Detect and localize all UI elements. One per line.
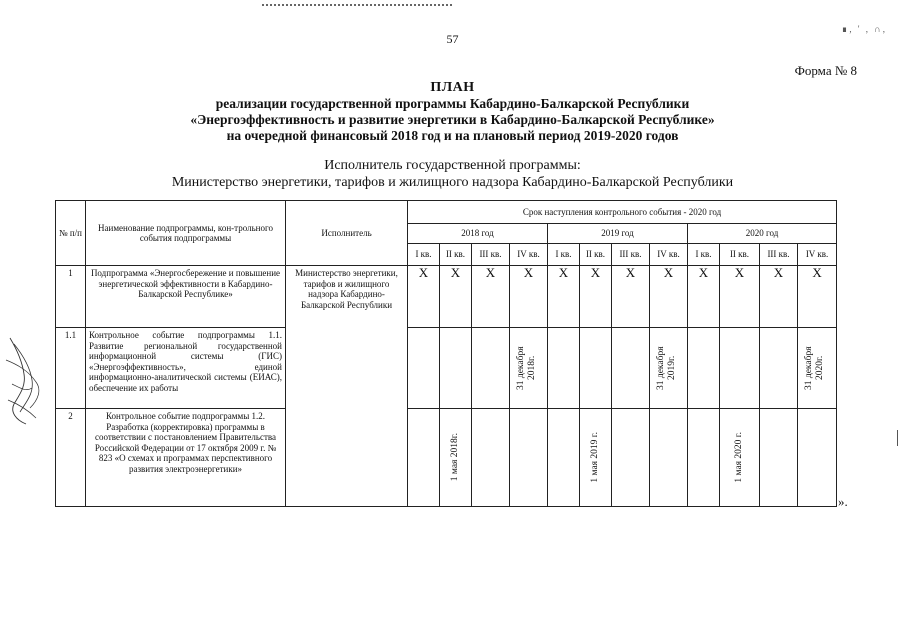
- header-num: № п/п: [56, 201, 86, 266]
- quarter-mark: X: [720, 266, 760, 328]
- row-name: Контрольное событие подпрограммы 1.2. Разработка (корректировка) программы в соответствии с постановлением Правительства Российской Федерации от 17 октября 2009 г. № 823 «О схемах и программах перспективного развития электроэнергетики»: [86, 409, 286, 507]
- control-date: 1 мая 2019 г.: [590, 432, 600, 483]
- header-deadline: Срок наступления контрольного события - 2020 год: [408, 201, 837, 224]
- header-quarter: II кв.: [580, 244, 612, 266]
- executor-block: [0, 157, 905, 191]
- quarter-mark: X: [612, 266, 650, 328]
- empty-cell: [612, 409, 650, 507]
- row-num: 1: [56, 266, 86, 328]
- date-cell: [798, 328, 837, 409]
- quarter-mark: X: [548, 266, 580, 328]
- header-quarter: I кв.: [408, 244, 440, 266]
- table-row: [56, 328, 837, 409]
- title-line-4: на очередной финансовый 2018 год и на плановый период 2019-2020 годов: [226, 128, 679, 143]
- control-date: 31 декабря 2020г.: [804, 346, 826, 390]
- quarter-mark: X: [580, 266, 612, 328]
- header-quarter: III кв.: [472, 244, 510, 266]
- control-date: 31 декабря 2018г.: [515, 346, 537, 390]
- empty-cell: [760, 409, 798, 507]
- title-line-2: реализации государственной программы Кабардино-Балкарской Республики: [215, 96, 690, 111]
- quarter-mark: X: [688, 266, 720, 328]
- header-quarter: II кв.: [440, 244, 472, 266]
- empty-cell: [720, 328, 760, 409]
- date-cell: [720, 409, 760, 507]
- empty-cell: [760, 328, 798, 409]
- form-label: Форма № 8: [794, 63, 857, 78]
- executor-name: Министерство энергетики, тарифов и жилищного надзора Кабардино-Балкарской Республики: [171, 175, 734, 190]
- empty-cell: [688, 409, 720, 507]
- quarter-mark: X: [798, 266, 837, 328]
- empty-cell: [472, 328, 510, 409]
- empty-cell: [548, 328, 580, 409]
- handwritten-signature: [2, 330, 52, 430]
- empty-cell: [408, 328, 440, 409]
- empty-cell: [440, 328, 472, 409]
- row-num: 1.1: [56, 328, 86, 409]
- quarter-mark: X: [440, 266, 472, 328]
- empty-cell: [612, 328, 650, 409]
- header-year-2018: 2018 год: [408, 224, 548, 244]
- quarter-mark: X: [408, 266, 440, 328]
- margin-mark: [897, 430, 898, 446]
- row-num: 2: [56, 409, 86, 507]
- empty-cell: [580, 328, 612, 409]
- quarter-mark: X: [760, 266, 798, 328]
- header-name: Наименование подпрограммы, кон-трольного события подпрограммы: [86, 201, 286, 266]
- empty-cell: [408, 409, 440, 507]
- header-quarter: I кв.: [688, 244, 720, 266]
- date-cell: [580, 409, 612, 507]
- control-date: 1 мая 2020 г.: [734, 432, 744, 483]
- row-name: Контрольное событие подпрограммы 1.1. Развитие региональной государственной информационной системы (ГИС) «Энергоэффективность», единой информационно-аналитической системы (ЕИАС), обеспечение их работы: [86, 328, 286, 409]
- quarter-mark: X: [472, 266, 510, 328]
- row-name: Подпрограмма «Энергосбережение и повышение энергетической эффективности в Кабардино-Балкарской Республике»: [86, 266, 286, 328]
- header-quarter: III кв.: [760, 244, 798, 266]
- header-quarter: I кв.: [548, 244, 580, 266]
- top-scan-marks: [262, 0, 452, 6]
- empty-cell: [510, 409, 548, 507]
- plan-table: [55, 200, 837, 507]
- page-number: 57: [446, 32, 459, 46]
- corner-scan-mark: ∎, ' , ∩,: [841, 24, 887, 34]
- header-year-2019: 2019 год: [548, 224, 688, 244]
- date-cell: [510, 328, 548, 409]
- empty-cell: [472, 409, 510, 507]
- empty-cell: [548, 409, 580, 507]
- header-quarter: IV кв.: [510, 244, 548, 266]
- title-line-3: «Энергоэффективность и развитие энергетики в Кабардино-Балкарской Республике»: [190, 112, 715, 127]
- row-executor: Министерство энергетики, тарифов и жилищного надзора Кабардино-Балкарской Республики: [286, 266, 408, 507]
- quarter-mark: X: [510, 266, 548, 328]
- header-quarter: II кв.: [720, 244, 760, 266]
- header-year-2020: 2020 год: [688, 224, 837, 244]
- quarter-mark: X: [650, 266, 688, 328]
- table-row: [56, 266, 837, 328]
- header-quarter: IV кв.: [798, 244, 837, 266]
- date-cell: [650, 328, 688, 409]
- empty-cell: [650, 409, 688, 507]
- closing-quote: ».: [838, 494, 848, 509]
- control-date: 1 мая 2018г.: [450, 433, 460, 482]
- title-plan: ПЛАН: [430, 80, 475, 95]
- table-row: [56, 409, 837, 507]
- control-date: 31 декабря 2019г.: [655, 346, 677, 390]
- empty-cell: [688, 328, 720, 409]
- header-executor: Исполнитель: [286, 201, 408, 266]
- header-quarter: IV кв.: [650, 244, 688, 266]
- document-title: [0, 80, 905, 144]
- date-cell: [440, 409, 472, 507]
- empty-cell: [798, 409, 837, 507]
- header-quarter: III кв.: [612, 244, 650, 266]
- executor-label: Исполнитель государственной программы:: [324, 158, 581, 173]
